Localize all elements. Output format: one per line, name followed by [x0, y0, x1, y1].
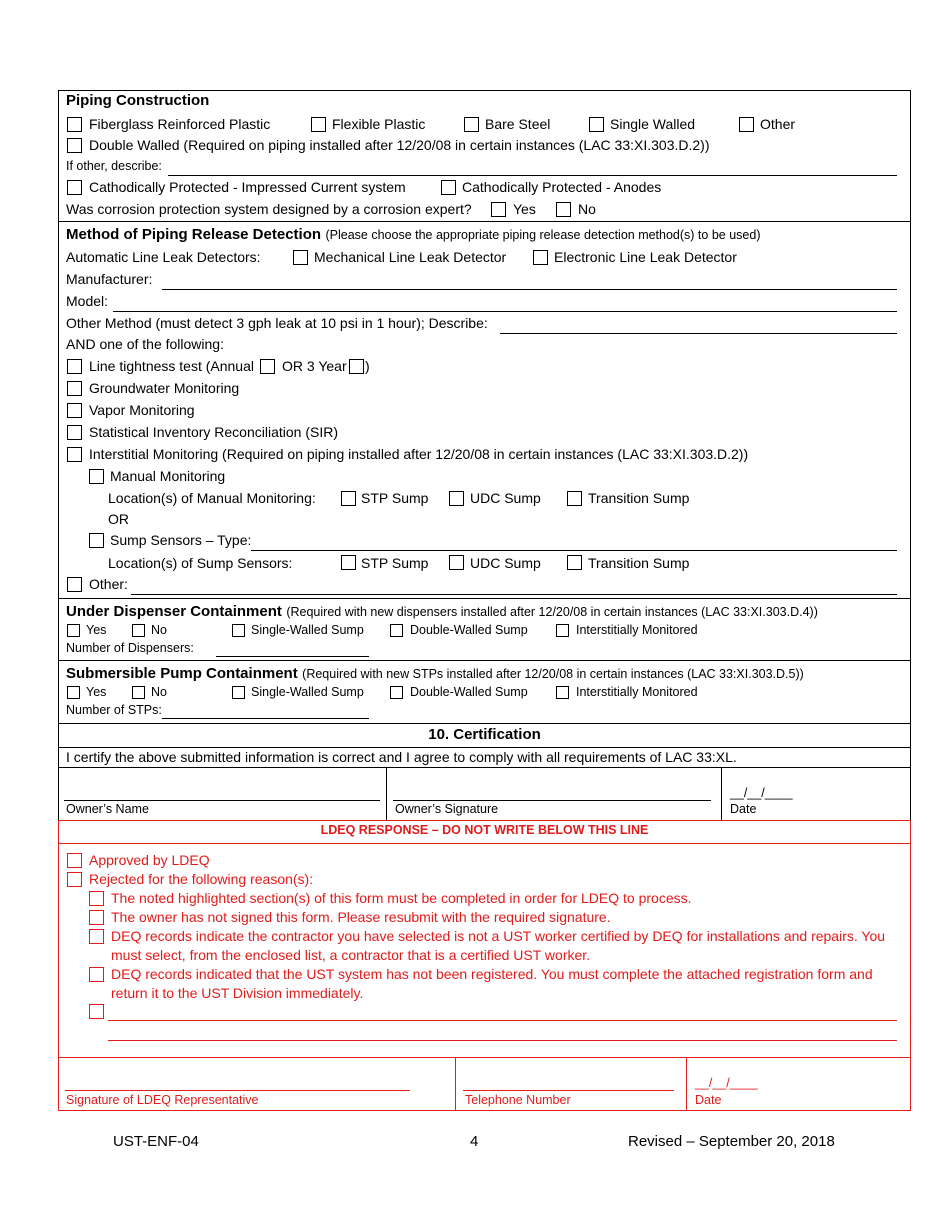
label-sump-sensors: Sump Sensors – Type: — [110, 532, 252, 548]
checkbox-corrosion-yes[interactable] — [491, 202, 506, 217]
ldeq-bottom-border — [58, 1110, 911, 1111]
checkbox-cp-impressed[interactable] — [67, 180, 82, 195]
ldeq-date-field[interactable]: __/__/____ — [695, 1076, 758, 1090]
ldeq-divider — [58, 1057, 911, 1058]
divider — [58, 221, 911, 222]
label-or: OR — [108, 511, 129, 527]
spc-title: Submersible Pump Containment — [66, 665, 298, 682]
label-rejected: Rejected for the following reason(s): — [89, 871, 314, 887]
label-and-one: AND one of the following: — [66, 336, 224, 352]
label-sensors-udc: UDC Sump — [470, 555, 541, 571]
checkbox-rejected[interactable] — [67, 872, 82, 887]
ldeq-phone-line[interactable] — [463, 1090, 674, 1091]
checkbox-spc-double[interactable] — [390, 686, 403, 699]
udc-title-row — [66, 603, 818, 621]
spc-count-line[interactable] — [162, 718, 369, 719]
label-ltt-3year: OR 3 Year — [282, 358, 347, 374]
label-other-method: Other Method (must detect 3 gph leak at 10 psi in 1 hour); Describe: — [66, 315, 488, 331]
label-interstitial: Interstitial Monitoring (Required on piping installed after 12/20/08 in certain instances (LAC 33:XI.303.D.2)) — [89, 446, 749, 462]
spc-title-row — [66, 665, 804, 683]
ldeq-col-divider — [686, 1057, 687, 1111]
checkbox-bare-steel[interactable] — [464, 117, 479, 132]
label-ldeq-phone: Telephone Number — [465, 1093, 571, 1107]
checkbox-single-walled[interactable] — [589, 117, 604, 132]
ldeq-top-border — [58, 820, 911, 821]
frame-right — [910, 90, 911, 820]
label-corrosion-no: No — [578, 201, 596, 217]
label-reason-1: The noted highlighted section(s) of this form must be completed in order for LDEQ to process. — [111, 890, 692, 906]
footer-form-id: UST-ENF-04 — [113, 1133, 199, 1150]
checkbox-frp[interactable] — [67, 117, 82, 132]
label-cp-impressed: Cathodically Protected - Impressed Current system — [89, 179, 406, 195]
divider — [58, 767, 911, 768]
checkbox-mechanical-lld[interactable] — [293, 250, 308, 265]
checkbox-udc-yes[interactable] — [67, 624, 80, 637]
label-manual-monitoring: Manual Monitoring — [110, 468, 226, 484]
owner-name-line[interactable] — [64, 800, 380, 801]
cert-title: 10. Certification — [428, 726, 541, 743]
divider — [58, 598, 911, 599]
checkbox-vapor[interactable] — [67, 403, 82, 418]
footer-page-number: 4 — [470, 1133, 479, 1150]
label-manual-udc: UDC Sump — [470, 490, 541, 506]
label-spc-no: No — [151, 685, 167, 699]
label-spc-single: Single-Walled Sump — [251, 685, 364, 699]
checkbox-double-walled[interactable] — [67, 138, 82, 153]
label-udc-interstitial: Interstitially Monitored — [576, 623, 698, 637]
label-ldeq-signature: Signature of LDEQ Representative — [66, 1093, 259, 1107]
checkbox-manual-stp[interactable] — [341, 491, 356, 506]
label-reason-4a: DEQ records indicated that the UST system has not been registered. You must complete the attached registration form and — [111, 966, 873, 982]
checkbox-cp-anodes[interactable] — [441, 180, 456, 195]
label-mechanical-lld: Mechanical Line Leak Detector — [314, 249, 507, 265]
checkbox-udc-no[interactable] — [132, 624, 145, 637]
divider — [58, 723, 911, 724]
label-other-release: Other: — [89, 576, 128, 592]
if-other-line[interactable] — [168, 175, 897, 176]
label-flexible-plastic: Flexible Plastic — [332, 116, 426, 132]
udc-title: Under Dispenser Containment — [66, 603, 282, 620]
ldeq-signature-line[interactable] — [65, 1090, 410, 1091]
label-electronic-lld: Electronic Line Leak Detector — [554, 249, 737, 265]
label-vapor: Vapor Monitoring — [89, 402, 195, 418]
label-udc-single: Single-Walled Sump — [251, 623, 364, 637]
label-sensors-stp: STP Sump — [361, 555, 429, 571]
label-cert-date: Date — [730, 802, 757, 816]
release-title-note: (Please choose the appropriate piping release detection method(s) to be used) — [325, 228, 761, 242]
label-ltt-annual: Line tightness test (Annual — [89, 358, 254, 374]
checkbox-reason-3[interactable] — [89, 929, 104, 944]
label-corrosion-yes: Yes — [513, 201, 536, 217]
checkbox-spc-single[interactable] — [232, 686, 245, 699]
reason-other-line[interactable] — [108, 1020, 897, 1021]
label-manual-stp: STP Sump — [361, 490, 429, 506]
label-spc-interstitial: Interstitially Monitored — [576, 685, 698, 699]
label-manual-transition: Transition Sump — [588, 490, 690, 506]
checkbox-spc-yes[interactable] — [67, 686, 80, 699]
cert-col-divider — [386, 767, 387, 820]
checkbox-reason-other[interactable] — [89, 1004, 104, 1019]
label-groundwater: Groundwater Monitoring — [89, 380, 240, 396]
release-title-row — [66, 226, 760, 244]
checkbox-flexible-plastic[interactable] — [311, 117, 326, 132]
label-manufacturer: Manufacturer: — [66, 271, 153, 287]
checkbox-sump-sensors[interactable] — [89, 533, 104, 548]
checkbox-udc-double[interactable] — [390, 624, 403, 637]
release-title: Method of Piping Release Detection — [66, 226, 322, 243]
label-double-walled: Double Walled (Required on piping installed after 12/20/08 in certain instances (LAC 33:XI.303.D.2)) — [89, 137, 710, 153]
sump-sensors-line[interactable] — [251, 550, 897, 551]
checkbox-sir[interactable] — [67, 425, 82, 440]
checkbox-line-tightness[interactable] — [67, 359, 82, 374]
label-reason-2: The owner has not signed this form. Please resubmit with the required signature. — [111, 909, 611, 925]
divider — [58, 660, 911, 661]
checkbox-sensors-stp[interactable] — [341, 555, 356, 570]
label-corrosion-question: Was corrosion protection system designed by a corrosion expert? — [66, 201, 472, 217]
label-cp-anodes: Cathodically Protected - Anodes — [462, 179, 662, 195]
spc-title-note: (Required with new STPs installed after 12/20/08 in certain instances (LAC 33:XI.303.D.5)) — [302, 667, 804, 681]
udc-title-note: (Required with new dispensers installed after 12/20/08 in certain instances (LAC 33:XI.303.D.4)) — [286, 605, 818, 619]
checkbox-sensors-transition[interactable] — [567, 555, 582, 570]
frame-top — [58, 90, 911, 91]
checkbox-ltt-3year[interactable] — [349, 359, 364, 374]
label-udc-yes: Yes — [86, 623, 107, 637]
checkbox-ltt-annual[interactable] — [260, 359, 275, 374]
cert-col-divider — [721, 767, 722, 820]
ldeq-banner-bottom — [58, 843, 911, 844]
label-spc-count: Number of STPs: — [66, 703, 162, 717]
label-sir: Statistical Inventory Reconciliation (SIR) — [89, 424, 338, 440]
frame-left — [58, 90, 59, 820]
checkbox-approved[interactable] — [67, 853, 82, 868]
label-other: Other — [760, 116, 796, 132]
label-reason-4b: return it to the UST Division immediately. — [111, 985, 364, 1001]
checkbox-electronic-lld[interactable] — [533, 250, 548, 265]
checkbox-other-method[interactable] — [67, 577, 82, 592]
checkbox-manual-udc[interactable] — [449, 491, 464, 506]
label-udc-count: Number of Dispensers: — [66, 641, 194, 655]
label-udc-double: Double-Walled Sump — [410, 623, 528, 637]
ldeq-frame-left — [58, 820, 59, 1111]
label-loc-manual: Location(s) of Manual Monitoring: — [108, 490, 316, 506]
label-loc-sensors: Location(s) of Sump Sensors: — [108, 555, 293, 571]
label-ltt-close: ) — [365, 358, 370, 374]
label-frp: Fiberglass Reinforced Plastic — [89, 116, 271, 132]
label-owner-signature: Owner’s Signature — [395, 802, 499, 816]
label-approved: Approved by LDEQ — [89, 852, 210, 868]
label-reason-3a: DEQ records indicate the contractor you have selected is not a UST worker certified by DEQ for installations and repairs. You — [111, 928, 886, 944]
checkbox-manual-transition[interactable] — [567, 491, 582, 506]
piping-title: Piping Construction — [66, 92, 210, 109]
divider — [58, 747, 911, 748]
label-spc-yes: Yes — [86, 685, 107, 699]
checkbox-manual-monitoring[interactable] — [89, 469, 104, 484]
checkbox-reason-4[interactable] — [89, 967, 104, 982]
ldeq-col-divider — [455, 1057, 456, 1111]
checkbox-reason-2[interactable] — [89, 910, 104, 925]
owner-signature-line[interactable] — [393, 800, 711, 801]
checkbox-groundwater[interactable] — [67, 381, 82, 396]
cert-statement: I certify the above submitted information is correct and I agree to comply with all requirements of LAC 33:XL. — [66, 749, 737, 765]
other-method-line[interactable] — [500, 333, 897, 334]
checkbox-other[interactable] — [739, 117, 754, 132]
ldeq-frame-right — [910, 820, 911, 1111]
checkbox-corrosion-no[interactable] — [556, 202, 571, 217]
label-model: Model: — [66, 293, 109, 309]
label-udc-no: No — [151, 623, 167, 637]
checkbox-interstitial[interactable] — [67, 447, 82, 462]
label-ldeq-date: Date — [695, 1093, 722, 1107]
checkbox-spc-no[interactable] — [132, 686, 145, 699]
cert-date-field[interactable]: __/__/____ — [730, 786, 793, 800]
checkbox-sensors-udc[interactable] — [449, 555, 464, 570]
footer-revised: Revised – September 20, 2018 — [628, 1133, 835, 1150]
label-owner-name: Owner’s Name — [66, 802, 149, 816]
ldeq-banner: LDEQ RESPONSE – DO NOT WRITE BELOW THIS LINE — [320, 823, 649, 837]
manufacturer-line[interactable] — [162, 289, 897, 290]
label-if-other: If other, describe: — [66, 159, 162, 173]
checkbox-spc-interstitial[interactable] — [556, 686, 569, 699]
checkbox-udc-single[interactable] — [232, 624, 245, 637]
label-bare-steel: Bare Steel — [485, 116, 551, 132]
model-line[interactable] — [113, 311, 897, 312]
checkbox-udc-interstitial[interactable] — [556, 624, 569, 637]
label-reason-3b: must select, from the enclosed list, a contractor that is a certified UST worker. — [111, 947, 591, 963]
label-single-walled: Single Walled — [610, 116, 696, 132]
other-release-line[interactable] — [131, 594, 897, 595]
label-spc-double: Double-Walled Sump — [410, 685, 528, 699]
label-sensors-transition: Transition Sump — [588, 555, 690, 571]
udc-count-line[interactable] — [216, 656, 369, 657]
reason-other-line-2[interactable] — [108, 1040, 897, 1041]
checkbox-reason-1[interactable] — [89, 891, 104, 906]
label-alld: Automatic Line Leak Detectors: — [66, 249, 261, 265]
